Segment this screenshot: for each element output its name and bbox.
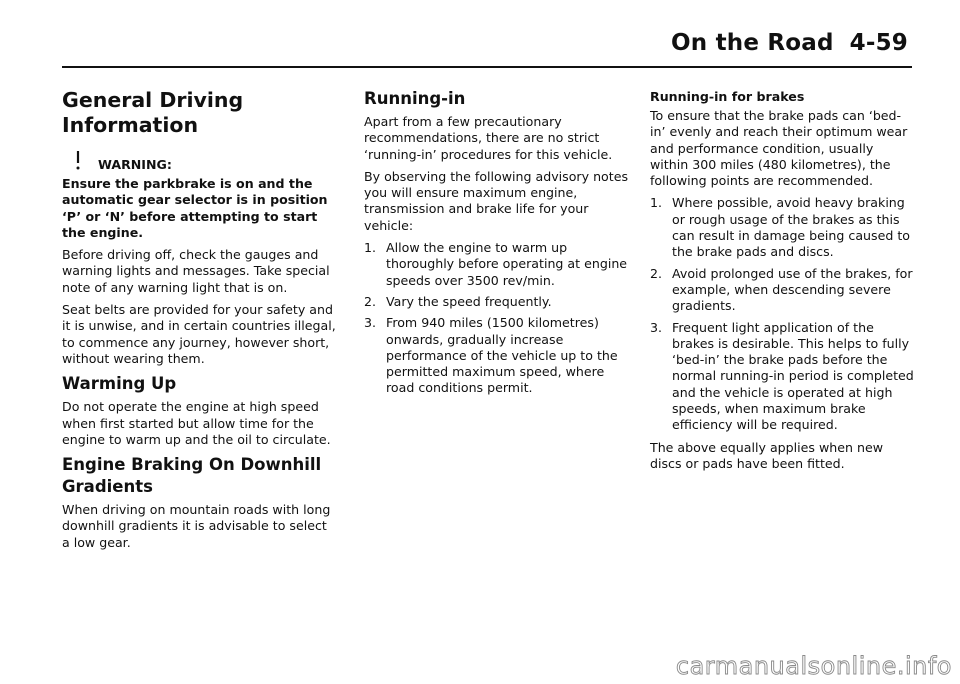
list-item-text: Avoid prolonged use of the brakes, for example, when descending severe gradients.: [672, 265, 913, 314]
brakes-intro: To ensure that the brake pads can ‘bed-in’ evenly and reach their optimum wear and performance condition, usually within 300 miles (480 kilometres), the following points are recommended.: [650, 108, 908, 189]
list-item-number: 3.: [364, 315, 377, 331]
warning-text: Ensure the parkbrake is on and the automatic gear selector is in position ‘P’ or ‘N’ before attempting to start the engine.: [62, 176, 328, 240]
section-title: On the Road: [671, 30, 834, 56]
list-item-number: 2.: [364, 293, 377, 309]
list-item-number: 1.: [364, 240, 377, 256]
column-middle: [364, 88, 629, 403]
list-item-text: Where possible, avoid heavy braking or rough usage of the brakes as this can result in damage being caused to the brake pads and discs.: [672, 195, 910, 260]
list-item-number: 2.: [650, 265, 663, 281]
list-item: [364, 315, 629, 396]
page-header: [671, 30, 908, 56]
brakes-list: [650, 195, 915, 433]
running-in-list: [364, 240, 629, 397]
paragraph-seat-belts: Seat belts are provided for your safety and it is unwise, and in certain countries illegal, to commence any journey, however short, without wearing them.: [62, 302, 336, 366]
warning-label: WARNING:: [98, 157, 172, 172]
list-item-text: Vary the speed frequently.: [386, 293, 552, 309]
list-item-number: 1.: [650, 195, 663, 211]
running-in-intro: Apart from a few precautionary recommendations, there are no strict ‘running-in’ procedures for this vehicle.: [364, 114, 613, 162]
column-right: [650, 88, 915, 478]
running-in-title: Running-in: [364, 89, 466, 108]
brakes-closing-note: The above equally applies when new discs or pads have been fitted.: [650, 439, 884, 471]
warning-icon: [62, 148, 92, 172]
engine-braking-text: When driving on mountain roads with long downhill gradients it is advisable to select a low gear.: [62, 502, 331, 550]
list-item: [364, 240, 629, 289]
general-driving-title: General Driving Information: [62, 88, 244, 137]
list-item-text: Allow the engine to warm up thoroughly before operating at engine speeds over 3500 rev/min.: [386, 240, 628, 288]
warning-header: [62, 148, 337, 172]
list-item-text: Frequent light application of the brakes is desirable. This helps to fully ‘bed-in’ the brake pads before the normal running-in period is completed and the vehicle is operated at high speeds, when maximum brake efficiency will be required.: [672, 319, 914, 433]
warming-up-text: Do not operate the engine at high speed when first started but allow time for the engine to warm up and the oil to circulate.: [62, 399, 331, 447]
list-item-text: From 940 miles (1500 kilometres) onwards, gradually increase performance of the vehicle up to the permitted maximum speed, where road conditions permit.: [386, 315, 618, 396]
watermark: carmanualsonline.info: [675, 652, 952, 680]
list-item: [364, 294, 629, 310]
paragraph-check-gauges: Before driving off, check the gauges and warning lights and messages. Take special note of any warning light that is on.: [62, 247, 330, 295]
page-number: 4-59: [849, 30, 908, 56]
list-item: [650, 195, 915, 260]
list-item-number: 3.: [650, 319, 663, 335]
brakes-running-in-title: Running-in for brakes: [650, 89, 805, 104]
warming-up-title: Warming Up: [62, 374, 177, 394]
column-left: [62, 88, 337, 557]
running-in-advisory: By observing the following advisory notes you will ensure maximum engine, transmission and brake life for your vehicle:: [364, 168, 629, 233]
list-item: [650, 266, 915, 315]
engine-braking-title: Engine Braking On Downhill Gradients: [62, 455, 322, 497]
list-item: [650, 320, 915, 434]
header-rule: [62, 66, 912, 68]
